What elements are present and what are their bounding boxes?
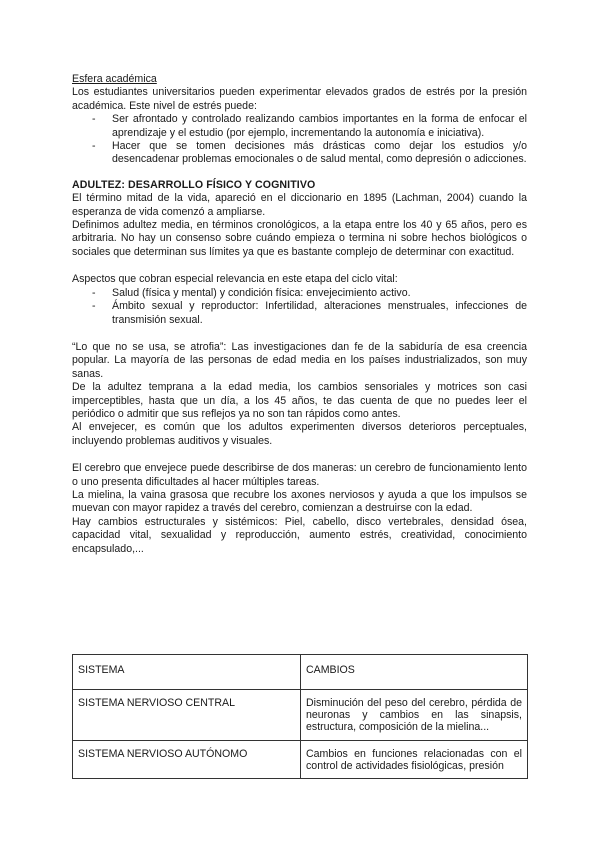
paragraph: De la adultez temprana a la edad media, los cambios sensoriales y motrices son casi imperceptibles, hasta que un día, a los 45 años, te das cuenta de que no puedes leer el periódico o admitir que sus reflejos ya no son tan rápidos como antes. [72,381,527,420]
list-item: - Salud (física y mental) y condición física: envejecimiento activo. [92,287,527,300]
paragraph: La mielina, la vaina grasosa que recubre los axones nerviosos y ayuda a que los impulsos se muevan con mayor rapidez a través del cerebro, comienzan a destruirse con la edad. [72,488,527,515]
document-body [72,73,527,556]
table-cell: SISTEMA NERVIOSO CENTRAL [73,690,301,741]
systems-table [72,654,528,779]
table-header-cell: SISTEMA [73,655,301,690]
table-row [73,740,528,778]
list-item: - Ser afrontado y controlado realizando cambios importantes en la forma de enfocar el aprendizaje y el estudio (por ejemplo, incrementando la autonomía e iniciativa). [92,113,527,140]
paragraph: El cerebro que envejece puede describirse de dos maneras: un cerebro de funcionamiento lento o uno presenta dificultades al hacer múltiples tareas. [72,462,527,488]
paragraph: Definimos adultez media, en términos cronológicos, a la etapa entre los 40 y 65 años, pero es arbitraria. No hay un consenso sobre cuándo empieza o termina ni sobre hechos biológicos o sociales que determinan sus límites ya que es bastante complejo de determinar con exactitud. [72,219,527,258]
table-row [73,690,528,741]
table-cell: Cambios en funciones relacionadas con el control de actividades fisiológicas, presión [301,740,528,778]
paragraph: “Lo que no se usa, se atrofia”: Las investigaciones dan fe de la sabiduría de esa creencia popular. La mayoría de las personas de edad media en los países industrializados, son muy sanas. [72,340,527,380]
paragraph: Los estudiantes universitarios pueden experimentar elevados grados de estrés por la presión académica. Este nivel de estrés puede: [72,86,527,112]
bullet-list [72,287,527,327]
paragraph: Aspectos que cobran especial relevancia en este etapa del ciclo vital: [72,273,398,286]
paragraph: Hay cambios estructurales y sistémicos: Piel, cabello, disco vertebrales, densidad ósea, capacidad vital, sexualidad y reproducción, aumento estrés, creatividad, conocimiento encapsulado,... [72,515,527,555]
section-heading-adultez: ADULTEZ: DESARROLLO FÍSICO Y COGNITIVO [72,178,316,191]
bullet-list [72,113,527,167]
paragraph: Al envejecer, es común que los adultos experimenten diversos deterioros perceptuales, incluyendo problemas auditivos y visuales. [72,421,527,447]
table-cell: Disminución del peso del cerebro, pérdida de neuronas y cambios en las sinapsis, estructura, composición de la mielina... [301,690,528,741]
list-item: - Ámbito sexual y reproductor: Infertilidad, alteraciones menstruales, infecciones de transmisión sexual. [92,300,527,327]
paragraph: El término mitad de la vida, apareció en el diccionario en 1895 (Lachman, 2004) cuando la esperanza de vida comenzó a ampliarse. [72,192,527,218]
table-header-cell: CAMBIOS [301,655,528,690]
table-cell: SISTEMA NERVIOSO AUTÓNOMO [73,740,301,778]
list-item: - Hacer que se tomen decisiones más drásticas como dejar los estudios y/o desencadenar problemas emocionales o de salud mental, como depresión o adicciones. [92,140,527,167]
table-header-row [73,655,528,690]
section-heading-academic: Esfera académica [72,73,157,85]
